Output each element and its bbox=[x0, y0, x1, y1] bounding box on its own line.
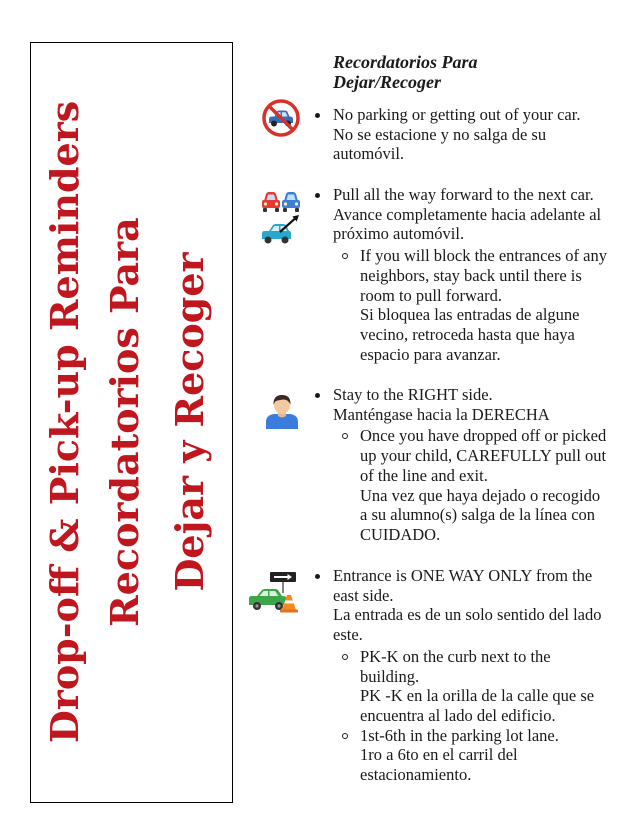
page-title bbox=[333, 52, 478, 92]
sub-list bbox=[360, 426, 623, 544]
one-way-car-cone-icon bbox=[248, 571, 302, 613]
title-panel bbox=[30, 42, 233, 803]
subitem-text-line: of the line and exit. bbox=[360, 465, 488, 485]
title-line-english: Drop-off & Pick-up Reminders bbox=[42, 100, 87, 744]
person-avatar-icon bbox=[264, 391, 300, 429]
item-text-line: Entrance is ONE WAY ONLY from the bbox=[333, 566, 593, 585]
item-text-line: próximo automóvil. bbox=[333, 224, 465, 244]
heading-line: Recordatorios Para bbox=[333, 52, 478, 72]
bullet-marker bbox=[315, 393, 320, 398]
heading-line: Dejar/Recoger bbox=[333, 72, 441, 92]
no-parking-car-icon bbox=[261, 98, 301, 138]
subitem-text-line: building. bbox=[360, 666, 420, 686]
subitem-text-line: room to pull forward. bbox=[360, 285, 503, 305]
subitem-text-line: vecino, retroceda hasta que haya bbox=[360, 324, 575, 344]
list-item-no-parking bbox=[333, 105, 623, 164]
subitem-text-line: 1ro a 6to en el carril del bbox=[360, 745, 518, 765]
item-text-line: Manténgase hacia la DERECHA bbox=[333, 404, 550, 424]
item-text-line: automóvil. bbox=[333, 144, 405, 164]
item-text-line: east side. bbox=[333, 585, 394, 605]
sub-list-item bbox=[360, 647, 623, 726]
title-line-spanish-2: Dejar y Recoger bbox=[167, 252, 212, 592]
sub-bullet-marker bbox=[342, 654, 348, 660]
subitem-text-line: If you will block the entrances of any bbox=[360, 246, 607, 266]
item-text-line: Stay to the RIGHT side. bbox=[333, 385, 493, 404]
sub-list-item bbox=[360, 246, 623, 364]
subitem-text-line: Si bloquea las entradas de algune bbox=[360, 305, 580, 325]
list-item-pull-forward bbox=[333, 185, 623, 364]
item-text-line: No parking or getting out of your car. bbox=[333, 105, 581, 124]
title-line-spanish-1: Recordatorios Para bbox=[102, 217, 147, 627]
item-text-line: No se estacione y no salga de su bbox=[333, 124, 547, 144]
bullet-marker bbox=[315, 113, 320, 118]
item-text-line: este. bbox=[333, 625, 363, 645]
sub-list-item bbox=[360, 426, 623, 544]
pull-forward-cars-icon bbox=[261, 189, 301, 245]
subitem-text-line: neighbors, stay back until there is bbox=[360, 265, 582, 285]
sub-list bbox=[360, 647, 623, 785]
subitem-text-line: a su alumno(s) salga de la línea con bbox=[360, 505, 596, 525]
sub-bullet-marker bbox=[342, 733, 348, 739]
subitem-text-line: PK -K en la orilla de la calle que se bbox=[360, 686, 595, 706]
bullet-marker bbox=[315, 193, 320, 198]
subitem-text-line: espacio para avanzar. bbox=[360, 344, 501, 364]
subitem-text-line: 1st-6th in the parking lot lane. bbox=[360, 725, 559, 745]
list-item-one-way-entrance bbox=[333, 566, 623, 785]
sub-bullet-marker bbox=[342, 253, 348, 259]
subitem-text-line: up your child, CAREFULLY pull out bbox=[360, 446, 607, 466]
subitem-text-line: Once you have dropped off or picked bbox=[360, 426, 607, 446]
subitem-text-line: encuentra al lado del edificio. bbox=[360, 705, 556, 725]
item-text-line: Avance completamente hacia adelante al bbox=[333, 204, 602, 224]
bullet-marker bbox=[315, 574, 320, 579]
item-text-line: Pull all the way forward to the next car. bbox=[333, 185, 594, 204]
item-text-line: La entrada es de un solo sentido del lado bbox=[333, 605, 602, 625]
sub-list bbox=[360, 246, 623, 364]
sub-list-item bbox=[360, 726, 623, 785]
subitem-text-line: CUIDADO. bbox=[360, 524, 441, 544]
list-item-stay-right bbox=[333, 385, 623, 545]
subitem-text-line: PK-K on the curb next to the bbox=[360, 646, 551, 666]
subitem-text-line: Una vez que haya dejado o recogido bbox=[360, 485, 601, 505]
sub-bullet-marker bbox=[342, 433, 348, 439]
subitem-text-line: estacionamiento. bbox=[360, 765, 472, 785]
